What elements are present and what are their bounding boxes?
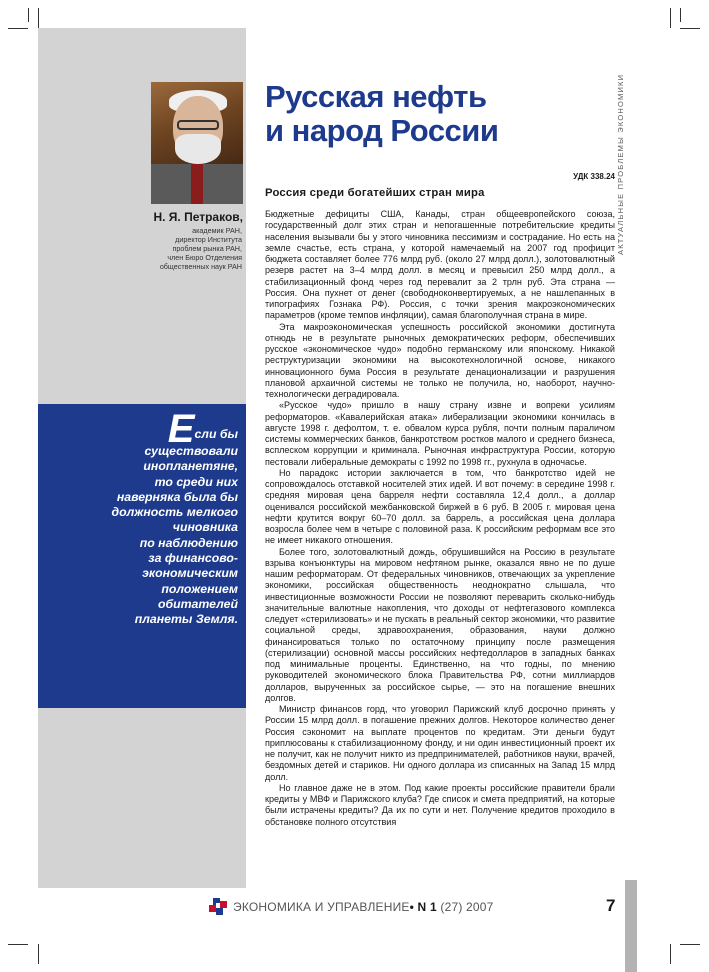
- crop-mark: [38, 8, 39, 28]
- udk-code: УДК 338.24: [573, 172, 615, 181]
- crop-mark: [38, 944, 39, 964]
- page-number: 7: [606, 896, 616, 915]
- article-subtitle: Россия среди богатейших стран мира: [265, 187, 485, 199]
- section-label: АКТУАЛЬНЫЕ ПРОБЛЕМЫ ЭКОНОМИКИ: [616, 73, 625, 255]
- paragraph: Министр финансов горд, что уговорил Парижский клуб досрочно принять у России 15 млрд долл. в погашение прежних долгов. Некоторое количество денег Россия сэкономит на выплате процентов по кредитам. Эти деньги будут приплюсованы к стабилизационному фонду, и ни один инвестиционный проект их не получит, как не получит никто из предпринимателей, работников науки, врачей, бездомных детей и стариков. Ни одного доллара из списанных на Запад 15 млрд долл.: [265, 704, 615, 782]
- author-name: Н. Я. Петраков,: [153, 210, 243, 224]
- paragraph: Более того, золотовалютный дождь, обрушившийся на Россию в результате взрыва конъюнктуры на мировом нефтяном рынке, оказался явно не по душе нашим реформаторам. От федеральных чиновников, отвечающих за укрепление экономики, российская общественность неоднократно слышала, что инвестиционные возможности России не позволяют переварить сколько-нибудь значительные валютные накопления, что доходы от нефтегазового комплекса следует «стерилизовать» и не пускать в реальный сектор экономики, что развитие социальной среды, здравоохранения, образования, науки должно финансироваться только по остаточному принципу после размещения (стерилизации) основной массы российских нефтедолларов в западных банках под минимальные проценты. Единственно, на что годны, по мнению руководителей экономического блока Правительства РФ, сотни миллиардов долларов, вырученных за российское сырье, — это на погашение внешних долгов.: [265, 546, 615, 703]
- journal-logo-icon: [206, 898, 230, 918]
- crop-mark: [8, 944, 28, 945]
- crop-mark: [680, 28, 700, 29]
- crop-mark: [680, 944, 700, 945]
- page-edge-bar: [625, 880, 637, 972]
- journal-footer: ЭКОНОМИКА И УПРАВЛЕНИЕ• N 1 (27) 2007: [233, 900, 494, 914]
- author-photo: [151, 82, 243, 204]
- article-body: [265, 209, 615, 828]
- paragraph: «Русское чудо» пришло в нашу страну извне и вопреки усилиям реформаторов. «Кавалерийская атака» либерализации экономики кончилась в августе 1998 г. дефолтом, т. е. обвалом курса рубля, почти полным параличом системы коммерческих банков, банкротством ростков малого и среднего бизнеса, всплеском коррупции и криминала. Рыночная инфраструктура России, которую пестовали либеральные демократы с 1992 по 1998 гг., рухнула в одночасье.: [265, 400, 615, 467]
- paragraph: Но главное даже не в этом. Под какие проекты российские правители брали кредиты у МВФ и Парижского клуба? Где список и смета предприятий, на которые были истрачены кредиты? Да их по сути и нет. Получение кредитов проходило в обстановке полного отсутствия: [265, 782, 615, 827]
- article-title: Русская нефть и народ России: [265, 79, 499, 148]
- crop-mark: [680, 8, 681, 22]
- paragraph: Эта макроэкономическая успешность российской экономики достигнута отнюдь не в результате рыночных демократических реформ, обеспечивших русское «экономическое чудо» подобно германскому или японскому. Никакой реструктуризации экономики на высокотехнологичной основе, никакого инновационного бума Россия в результате денационализации и разрушения плановой архаичной системы не только не получила, но, наоборот, научно-технологически деградировала.: [265, 321, 615, 399]
- pull-quote: Если бы существовали инопланетяне, то среди них наверняка была бы должность мелкого чиновника по наблюдению за финансово- экономическим положением обитателей планеты Земля.: [111, 407, 238, 627]
- crop-mark: [670, 944, 671, 964]
- pull-quote-box: [38, 404, 246, 708]
- paragraph: Бюджетные дефициты США, Канады, стран общеевропейского союза, государственный долг этих стран и непогашенные потребительские кредиты населения вызывали бы у этого чиновника пессимизм и сострадание. Но есть на земле счастье, есть страна, у которой намечаемый на 2007 год профицит бюджета составляет более 776 млрд руб. (около 27 млрд долл.), золотовалютный резерв растет на 3–4 млрд долл. в месяц и превысил 250 млрд долл., а стабилизационный фонд через год перевалит за 2 трлн руб. Эта страна — Россия. Она пухнет от денег (свободноконвертируемых, а не нашлепанных в типографиях Гознака РФ). Россия, с точки зрения макроэкономических параметров (кроме темпов инфляции), самая благополучная страна в мире.: [265, 209, 615, 321]
- paragraph: Но парадокс истории заключается в том, что банкротство идей не сопровождалось отставкой носителей этих идей. И вот почему: в середине 1998 г. средняя мировая цена барреля нефти составляла 12,4 долл., а доллар оценивался российской межбанковской биржей в 6 руб. В 2005 г. мировая цена нефти крутится вокруг 60–70 долл. за баррель, а российская цена доллара возросла более чем в четыре с половиной раза. К российским реформам все это не имеет никакого отношения.: [265, 467, 615, 546]
- crop-mark: [28, 8, 29, 22]
- author-info: академик РАН, директор Института проблем рынка РАН, член Бюро Отделения общественных наук РАН: [159, 226, 242, 271]
- crop-mark: [8, 28, 28, 29]
- crop-mark: [670, 8, 671, 28]
